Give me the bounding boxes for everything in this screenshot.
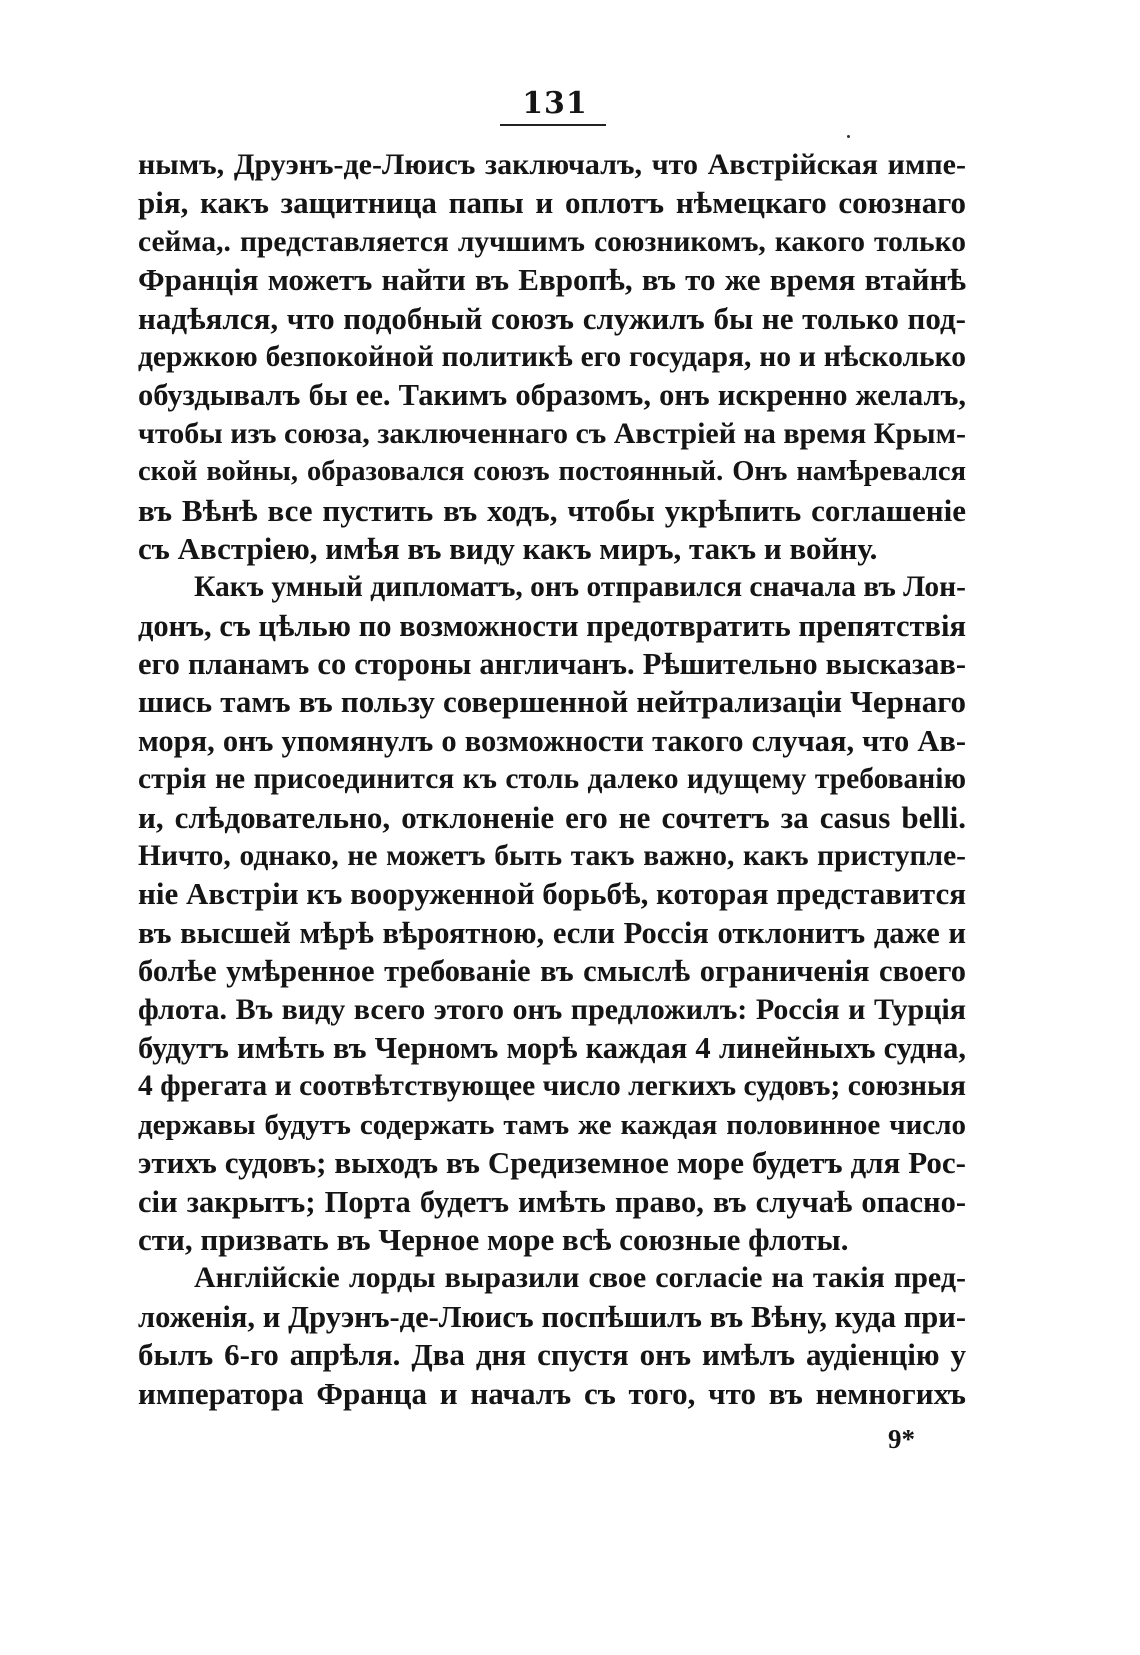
- text-line: въ Вѣнѣ все пустить въ ходъ, чтобы укрѣпить соглашеніе: [138, 492, 966, 528]
- text-line: сейма,. представляется лучшимъ союзникомъ, какого только: [138, 225, 966, 258]
- text-line: былъ 6-го апрѣля. Два дня спустя онъ имѣлъ аудіенцію у: [138, 1337, 966, 1373]
- text-line: обуздывалъ бы ее. Такимъ образомъ, онъ искренно желалъ,: [138, 378, 966, 413]
- text-line: донъ, съ цѣлью по возможности предотвратить препятствія: [138, 608, 966, 643]
- text-line: рія, какъ защитница папы и оплотъ нѣмецкаго союзнаго: [138, 185, 966, 221]
- text-line: чтобы изъ союза, заключеннаго съ Австріей на время Крым-: [138, 416, 966, 450]
- text-line: ской войны, образовался союзъ постоянный. Онъ намѣревался: [138, 456, 966, 488]
- text-line: держкою безпокойной политикѣ его государя, но и нѣсколько: [138, 340, 966, 373]
- text-line: болѣе умѣренное требованіе въ смыслѣ ограниченія своего: [138, 954, 966, 989]
- text-line: будутъ имѣть въ Черномъ морѣ каждая 4 линейныхъ судна,: [138, 1030, 966, 1065]
- text-line: Англійскіе лорды выразили свое согласіе на такія пред-: [194, 1261, 966, 1295]
- text-line: флота. Въ виду всего этого онъ предложилъ: Россія и Турція: [138, 992, 966, 1026]
- text-line: въ высшей мѣрѣ вѣроятною, если Россія отклонитъ даже и: [138, 915, 966, 950]
- text-line: ніе Австріи къ вооруженной борьбѣ, которая представится: [138, 876, 966, 912]
- text-line: Франція можетъ найти въ Европѣ, въ то же время втайнѣ: [138, 262, 966, 298]
- print-speck: [847, 135, 850, 138]
- text-line: его планамъ со стороны англичанъ. Рѣшительно высказав-: [138, 647, 966, 682]
- text-line: и, слѣдовательно, отклоненіе его не сочтетъ за casus belli.: [138, 799, 966, 835]
- text-line: моря, онъ упомянулъ о возможности такого случая, что Ав-: [138, 723, 966, 758]
- signature-mark: 9*: [888, 1424, 915, 1454]
- header-rule: [500, 124, 606, 126]
- text-line: 4 фрегата и соотвѣтствующее число легкихъ судовъ; союзныя: [138, 1070, 966, 1103]
- text-line: Какъ умный дипломатъ, онъ отправился сначала въ Лон-: [194, 571, 966, 604]
- text-line: этихъ судовъ; выходъ въ Средиземное море будетъ для Рос-: [138, 1145, 966, 1181]
- text-line: стрія не присоединится къ столь далеко идущему требованію: [138, 763, 966, 796]
- text-line: съ Австріею, имѣя въ виду какъ миръ, такъ и войну.: [138, 530, 878, 566]
- body-text: [138, 146, 966, 1413]
- text-line: державы будутъ содержать тамъ же каждая половинное число: [138, 1108, 966, 1141]
- text-line: сти, призвать въ Черное море всѣ союзные флоты.: [138, 1221, 849, 1257]
- text-line: нымъ, Друэнъ-де-Люисъ заключалъ, что Австрійская импе-: [138, 148, 966, 181]
- text-line: шись тамъ въ пользу совершенной нейтрализаціи Чернаго: [138, 684, 966, 720]
- text-line: надѣялся, что подобный союзъ служилъ бы не только под-: [138, 300, 966, 336]
- text-line: ложенія, и Друэнъ-де-Люисъ поспѣшилъ въ Вѣну, куда при-: [138, 1299, 966, 1334]
- text-line: императора Франца и началъ съ того, что въ немногихъ: [138, 1375, 966, 1411]
- page-number: 131: [522, 86, 588, 121]
- text-line: сіи закрытъ; Порта будетъ имѣть право, въ случаѣ опасно-: [138, 1184, 966, 1219]
- text-line: Ничто, однако, не можетъ быть такъ важно, какъ приступле-: [138, 840, 966, 873]
